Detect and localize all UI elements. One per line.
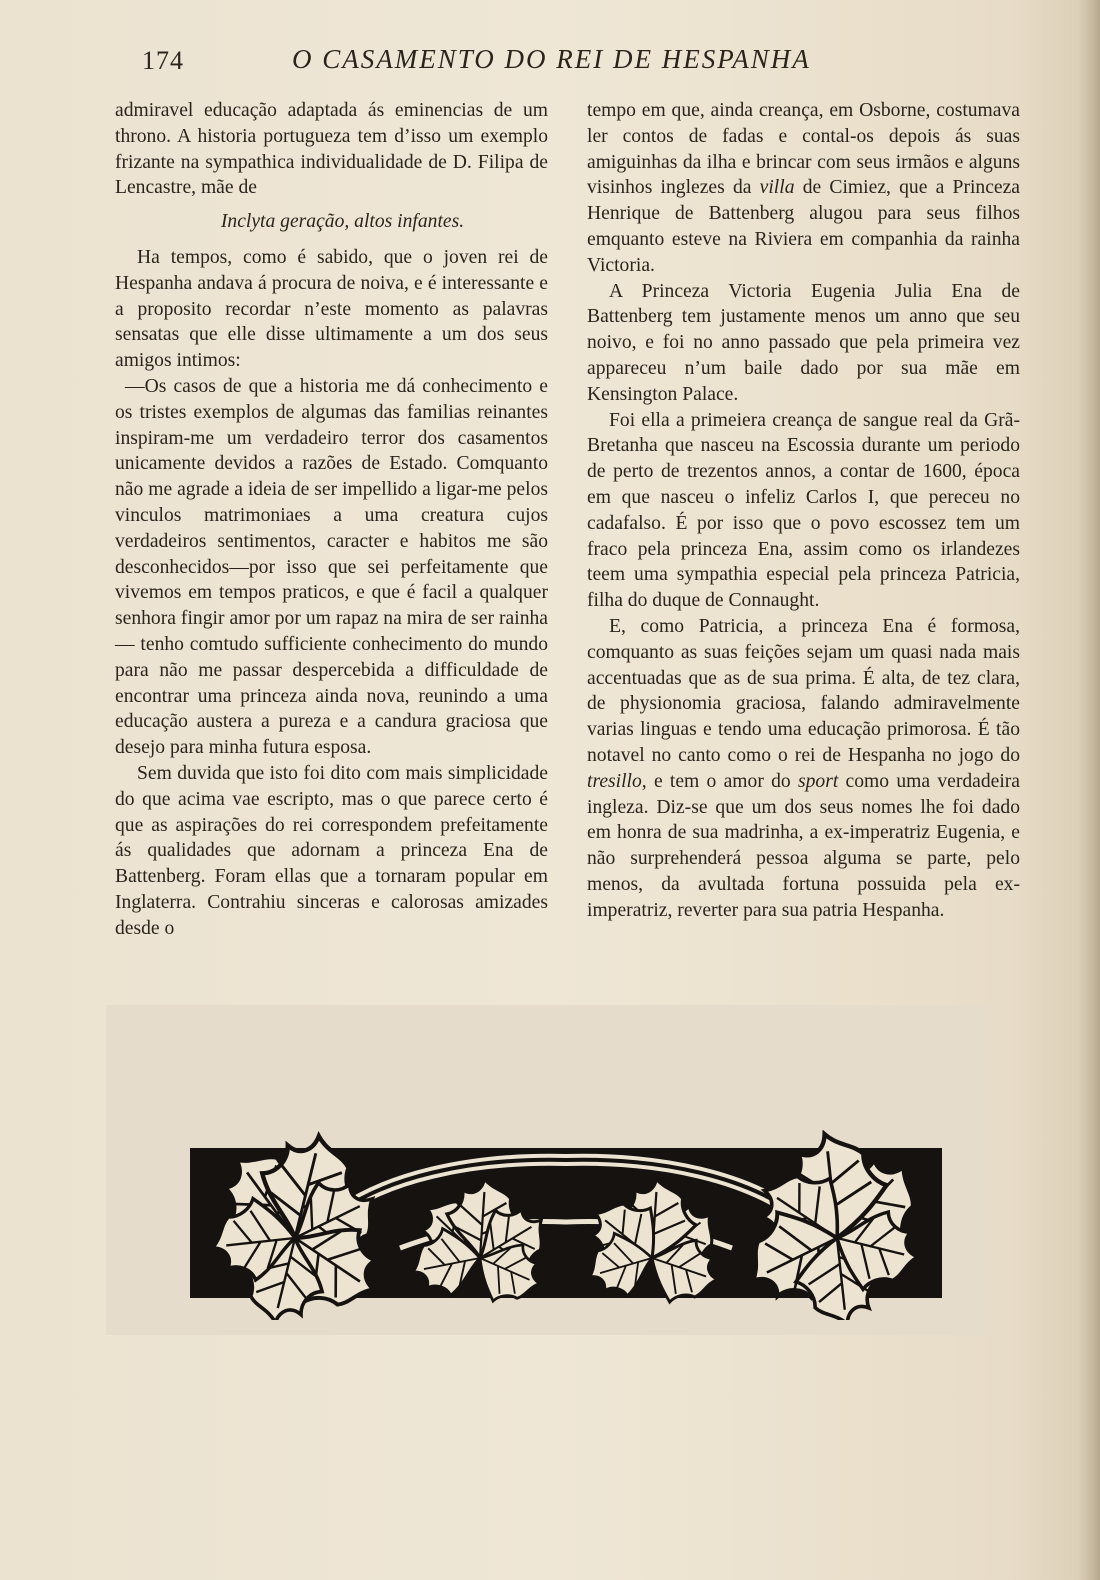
paragraph: [587, 614, 1020, 924]
page-edge-shadow: [1078, 0, 1100, 1580]
italic-term: villa: [759, 177, 795, 199]
right-column: [587, 98, 1020, 924]
text-run: tempo em que, ainda creança, em Osborne, costumava ler contos de fadas e contal-os depois ás suas amiguinhas da ilha e brincar com seus irmãos e alguns visinhos inglezes da: [587, 100, 1020, 199]
paragraph: Sem duvida que isto foi dito com mais simplicidade do que acima vae escripto, mas o que parece certo é que as aspirações do rei correspondem prefeitamente ás qualidades que adornam a princeza Ena de Battenberg. Foram ellas que a tornaram popular em Inglaterra. Contrahiu sinceras e calorosas amizades desde o: [115, 762, 548, 939]
dialogue-paragraph: —Os casos de que a historia me dá conhecimento e os tristes exemplos de algumas das familias reinantes inspiram-me um verdadeiro terror dos casamentos unicamente devidos a razões de Estado. Comquanto não me agrade a ideia de ser impellido a ligar-me pelos vinculos matrimoniaes a uma creatura cujos verdadeiros sentimentos, caracter e habitos me são desconhecidos—por isso que sei perfeitamente que vivemos em tempos praticos, e que é facil a qualquer senhora fingir amor por um rapaz na mira de ser rainha — tenho comtudo sufficiente conhecimento do mundo para não me passar despercebida a difficuldade de encontrar uma princeza ainda nova, reunindo a uma educação austera a pureza e a candura graciosa que desejo para minha futura esposa.: [115, 375, 548, 759]
text-run: E, como Patricia, a princeza Ena é formosa, comquanto as suas feições sejam um quasi nada mais accentuadas que as de sua prima. É alta, de tez clara, de physionomia graciosa, falando admiravelmente varias linguas e tendo uma educação primorosa. É tão notavel no canto como o rei de Hespanha no jogo do: [587, 615, 1020, 766]
text-run: de Cimiez, que a Princeza Henrique de Battenberg alugou para seus filhos emquanto esteve na Riviera em companhia da rainha Victoria.: [587, 177, 1020, 276]
page-number: 174: [142, 46, 184, 75]
paragraph: Foi ella a primeiera creança de sangue real da Grã-Bretanha que nasceu na Escossia durante um periodo de perto de trezentos annos, a contar de 1600, época em que nasceu o infeliz Carlos I, que pereceu no cadafalso. É por isso que o povo escossez tem um fraco pela princeza Ena, assim como os irlandezes teem uma sympathia especial pela princeza Patricia, filha do duque de Connaught.: [587, 409, 1020, 612]
italic-term: sport: [797, 770, 839, 792]
paragraph: [587, 98, 1020, 279]
verse-quote: Inclyta geração, altos infantes.: [220, 211, 465, 233]
running-title: O CASAMENTO DO REI DE HESPANHA: [292, 44, 811, 74]
paragraph: Ha tempos, como é sabido, que o joven rei de Hespanha andava á procura de noiva, e é interessante e a proposito recordar n’este momento as palavras sensatas que elle disse ultimamente a um dos seus amigos intimos:: [115, 246, 548, 372]
text-run: , e tem o amor do: [641, 770, 798, 792]
paragraph: A Princeza Victoria Eugenia Julia Ena de Battenberg tem justamente menos um anno que seu noivo, e foi no anno passado que pela primeira vez appareceu n’um baile dado por sua mãe em Kensington Palace.: [587, 280, 1020, 405]
floral-leaf-tailpiece-icon: [190, 1130, 942, 1320]
italic-term: tresillo: [587, 770, 642, 792]
left-column: [115, 98, 548, 942]
paragraph: admiravel educação adaptada ás eminencias de um throno. A historia portugueza tem d’isso um exemplo frizante na sympathica individualidade de D. Filipa de Lencastre, mãe de: [115, 100, 548, 199]
text-run: como uma verdadeira ingleza. Diz-se que um dos seus nomes lhe foi dado em honra de sua madrinha, a ex-imperatriz Eugenia, e não surprehenderá pessoa alguma se parte, pelo menos, da avultada fortuna possuida pela ex-imperatriz, reverter para sua patria Hespanha.: [587, 770, 1020, 921]
